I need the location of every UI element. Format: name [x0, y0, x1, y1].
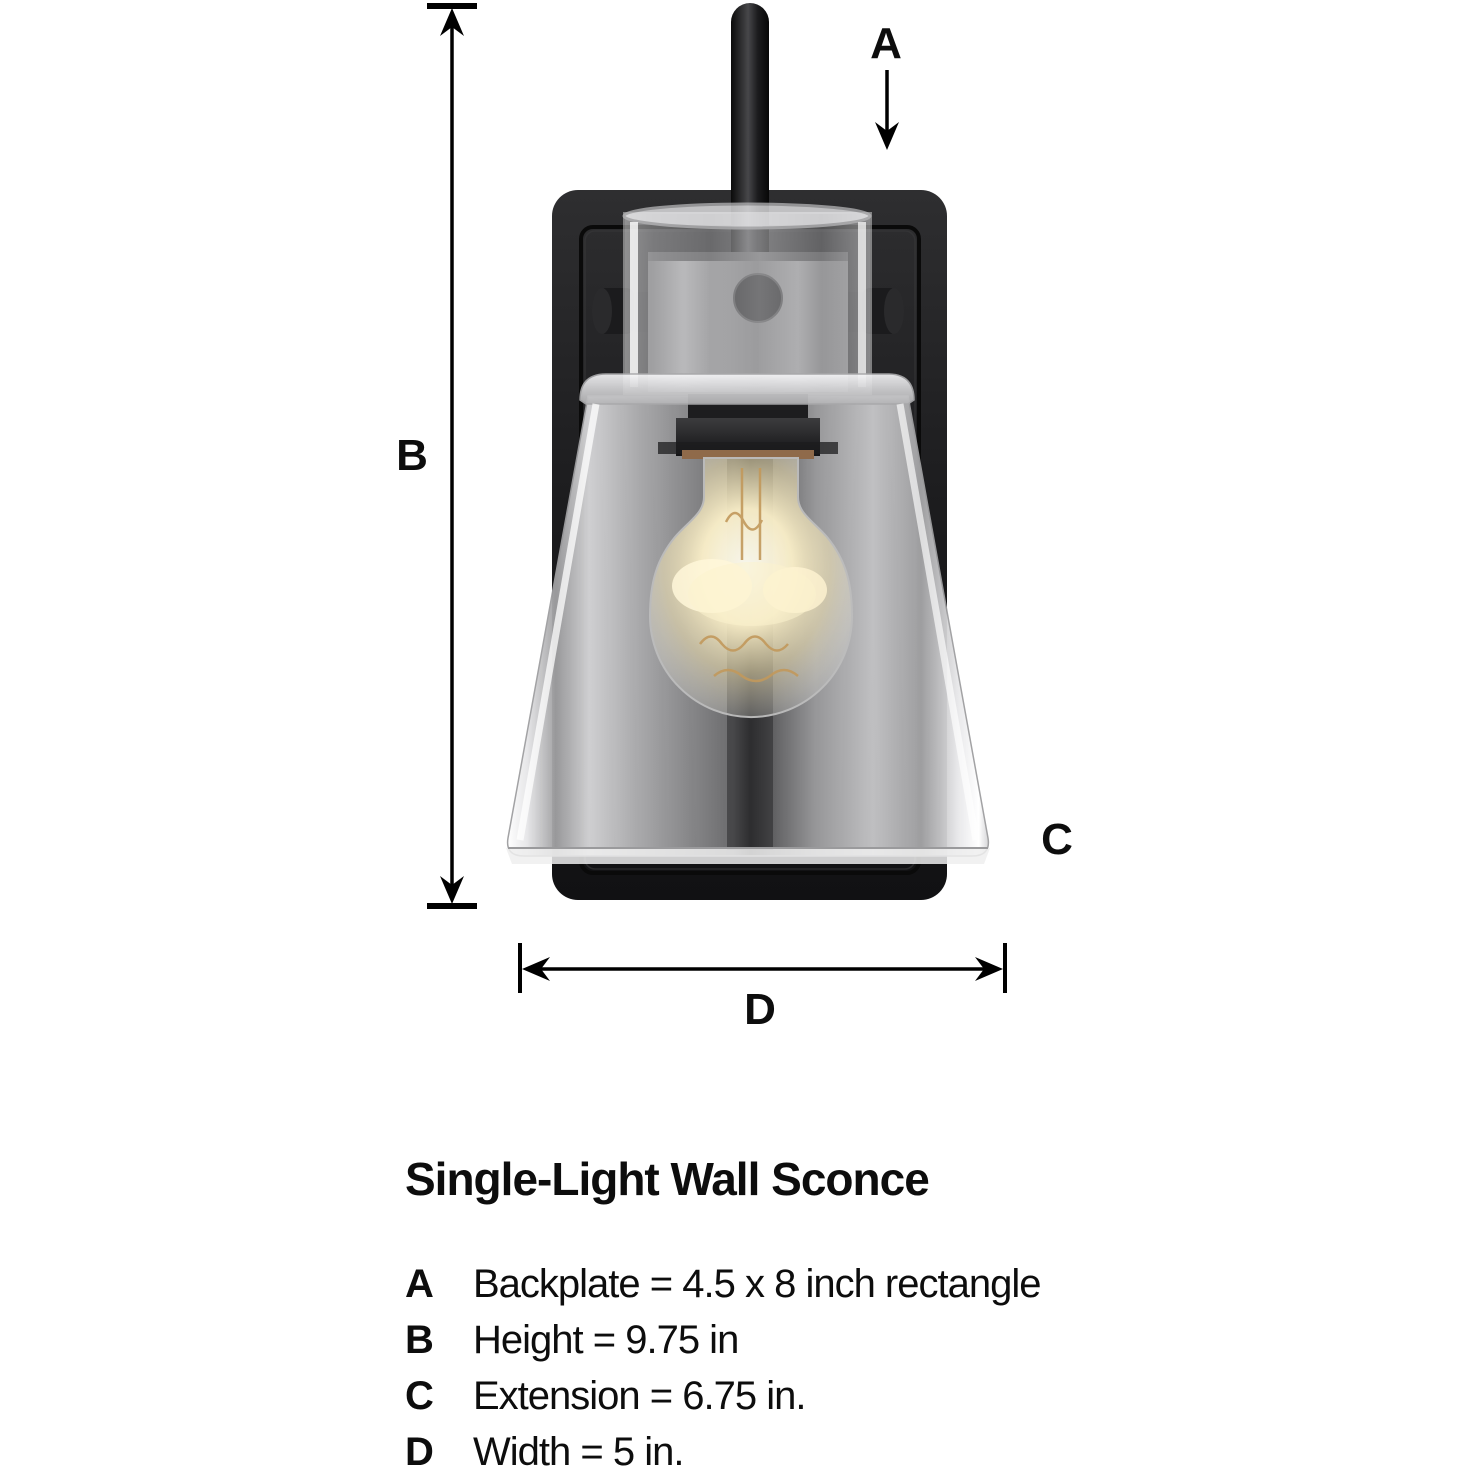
shade-top-rim — [580, 374, 914, 404]
backplate-dimension-arrow — [875, 70, 899, 150]
product-title: Single-Light Wall Sconce — [405, 1153, 929, 1205]
legend-key-d: D — [405, 1430, 433, 1472]
legend-value-d: Width = 5 in. — [473, 1430, 684, 1472]
label-A: A — [870, 19, 902, 68]
label-B: B — [396, 431, 428, 480]
legend-row-a — [405, 1262, 1305, 1318]
legend-value-b: Height = 9.75 in — [473, 1318, 739, 1362]
label-D: D — [744, 985, 776, 1034]
sconce-fixture — [506, 3, 990, 900]
legend-key-a: A — [405, 1262, 433, 1306]
legend-row-d — [405, 1430, 1305, 1472]
legend-value-c: Extension = 6.75 in. — [473, 1374, 806, 1418]
sconce-glass-shade — [506, 374, 990, 864]
height-dimension-line — [427, 6, 477, 906]
shade-bottom-rim — [506, 848, 990, 864]
dimension-legend — [405, 1262, 1305, 1472]
legend-row-c — [405, 1374, 1305, 1430]
label-C: C — [1041, 815, 1073, 864]
legend-key-b: B — [405, 1318, 433, 1362]
legend-value-a: Backplate = 4.5 x 8 inch rectangle — [473, 1262, 1041, 1306]
sconce-candle-cup — [624, 204, 871, 394]
legend-row-b — [405, 1318, 1305, 1374]
legend-key-c: C — [405, 1374, 433, 1418]
